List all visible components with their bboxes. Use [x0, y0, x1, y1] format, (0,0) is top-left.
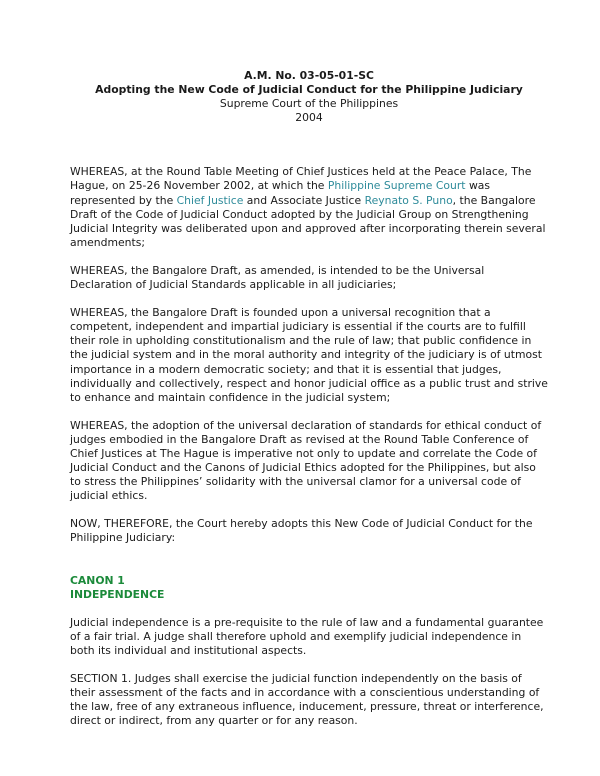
whereas-1-text-d: , the Bangalore Draft of the Code of Judicial Conduct adopted by the Judicial Group on Strengthening Judicial Integrity was deliberated upon and approved after incorporating therein several amendments;	[70, 193, 546, 249]
whereas-paragraph-1	[70, 165, 548, 250]
document-title: Adopting the New Code of Judicial Conduct for the Philippine Judiciary	[95, 83, 523, 97]
whereas-paragraph-3: WHEREAS, the Bangalore Draft is founded upon a universal recognition that a competent, independent and impartial judiciary is essential if the courts are to fulfill their role in upholding constitutionalism and the rule of law; that public confidence in the judicial system and in the moral authority and integrity of the judiciary is of utmost importance in a modern democratic society; and that it is essential that judges, individually and collectively, respect and honor judicial office as a public trust and strive to enhance and maintain confidence in the judicial system;	[70, 306, 548, 404]
canon-heading	[70, 574, 548, 602]
whereas-1-text-a: WHEREAS, at the Round Table Meeting of Chief Justices held at the Peace Palace, The Hague, on 25-26 November 2002, at which the	[70, 165, 532, 193]
canon-title: INDEPENDENCE	[70, 587, 165, 601]
whereas-paragraph-4: WHEREAS, the adoption of the universal declaration of standards for ethical conduct of judges embodied in the Bangalore Draft as revised at the Round Table Conference of Chief Justices at The Hague is imperative not only to update and correlate the Code of Judicial Conduct and the Canons of Judicial Ethics adopted for the Philippines, but also to stress the Philippines’ solidarity with the universal clamor for a universal code of judicial ethics.	[70, 418, 542, 503]
chief-justice-link[interactable]: Chief Justice	[176, 193, 244, 207]
document-header	[70, 69, 548, 125]
document-page	[70, 69, 548, 742]
philippine-supreme-court-link[interactable]: Philippine Supreme Court	[327, 179, 466, 193]
whereas-paragraph-2: WHEREAS, the Bangalore Draft, as amended, is intended to be the Universal Declaration of Judicial Standards applicable in all judiciaries;	[70, 263, 485, 292]
document-year: 2004	[295, 111, 323, 125]
whereas-1-text-c: and Associate Justice	[243, 193, 365, 207]
section-1-paragraph: SECTION 1. Judges shall exercise the judicial function independently on the basis of their assessment of the facts and in accordance with a conscientious understanding of the law, free of any extraneous influence, inducement, pressure, threat or interference, direct or indirect, from any quarter or for any reason.	[70, 672, 544, 728]
court-name: Supreme Court of the Philippines	[219, 97, 399, 111]
reynato-puno-link[interactable]: Reynato S. Puno	[364, 193, 453, 207]
therefore-paragraph: NOW, THEREFORE, the Court hereby adopts this New Code of Judicial Conduct for the Philippine Judiciary:	[70, 517, 533, 545]
independence-intro-paragraph: Judicial independence is a pre-requisite to the rule of law and a fundamental guarantee of a fair trial. A judge shall therefore uphold and exemplify judicial independence in both its individual and institutional aspects.	[70, 615, 544, 657]
whereas-1-text-b: was represented by the	[70, 179, 491, 207]
case-number: A.M. No. 03-05-01-SC	[244, 69, 374, 82]
canon-number: CANON 1	[70, 573, 125, 587]
